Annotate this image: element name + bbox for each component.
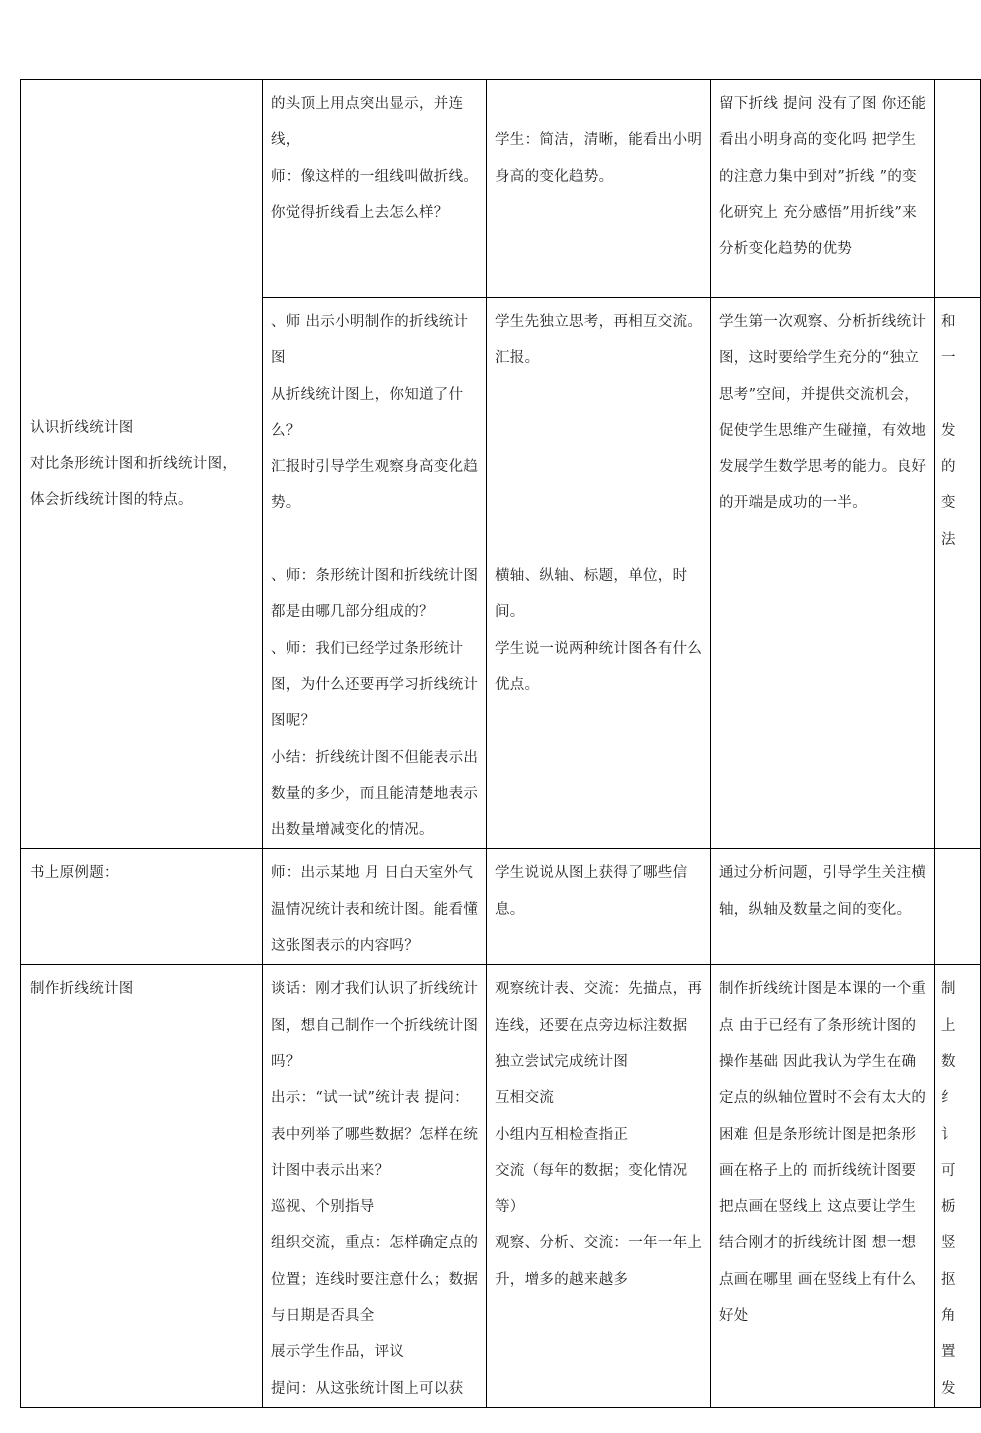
extra-text xyxy=(935,80,980,86)
extra-cell xyxy=(935,298,981,849)
student-text: 学生：简洁，清晰，能看出小明身高的变化趋势。 xyxy=(495,132,703,185)
lesson-plan-table xyxy=(20,79,981,1408)
student-text: 学生先独立思考，再相互交流。汇报。 横轴、纵轴、标题，单位，时间。 学生说一说两种统计图各有什么优点。 xyxy=(495,314,703,693)
extra-text xyxy=(935,849,980,855)
section-text: 制作折线统计图 xyxy=(30,981,134,998)
section-text: 书上原例题： xyxy=(30,865,119,882)
student-cell xyxy=(487,298,711,849)
teacher-cell xyxy=(263,849,487,965)
extra-cell xyxy=(935,849,981,965)
student-cell xyxy=(487,965,711,1408)
extra-cell xyxy=(935,965,981,1408)
section-text: 认识折线统计图 对比条形统计图和折线统计图， 体会折线统计图的特点。 xyxy=(30,419,238,509)
table-row xyxy=(21,80,981,298)
intent-text: 留下折线 提问 没有了图 你还能看出小明身高的变化吗 把学生的注意力集中到对”折线 ”的变化研究上 充分感悟”用折线”来分析变化趋势的优势 xyxy=(719,96,927,258)
table-row xyxy=(21,965,981,1408)
extra-text: 和 一 发 的 变 法 xyxy=(941,314,956,548)
student-cell xyxy=(487,80,711,298)
section-cell xyxy=(21,849,263,965)
intent-text: 学生第一次观察、分析折线统计图，这时要给学生充分的“独立思考”空间，并提供交流机会，促使学生思维产生碰撞，有效地发展学生数学思考的能力。良好的开端是成功的一半。 xyxy=(719,314,927,512)
intent-text: 通过分析问题，引导学生关注横轴，纵轴及数量之间的变化。 xyxy=(719,865,927,918)
teacher-text: 、师 出示小明制作的折线统计图 从折线统计图上，你知道了什么？ 汇报时引导学生观察身高变化趋势。 、师：条形统计图和折线统计图都是由哪几部分组成的？ 、师：我们已经学过条形统计图，为什么还要再学习折线统计图呢？ 小结：折线统计图不但能表示出数量的多少，而且能清楚地表示出数量增减变化的情况。 xyxy=(271,314,479,839)
student-text: 观察统计表、交流：先描点，再连线，还要在点旁边标注数据 独立尝试完成统计图 互相交流 小组内互相检查指正 交流（每年的数据；变化情况等） 观察、分析、交流：一年一年上升，增多的越来越多 xyxy=(495,981,703,1288)
intent-cell xyxy=(711,80,935,298)
teacher-cell xyxy=(263,298,487,849)
section-cell xyxy=(21,80,263,849)
intent-cell xyxy=(711,298,935,849)
teacher-cell xyxy=(263,80,487,298)
extra-cell xyxy=(935,80,981,298)
teacher-cell xyxy=(263,965,487,1408)
teacher-text: 谈话：刚才我们认识了折线统计图，想自己制作一个折线统计图吗？ 出示：“试一试”统计表 提问：表中列举了哪些数据？怎样在统计图中表示出来？ 巡视、个别指导 组织交流，重点：怎样确定点的位置；连线时要注意什么；数据与日期是否具全 展示学生作品，评议 提问：从这张统计图上可以获 xyxy=(271,981,479,1397)
intent-cell xyxy=(711,965,935,1408)
extra-text: 制 上 数 纟 讠 可 栃 竖 抠 角 置 发 xyxy=(941,981,956,1397)
teacher-text: 师：出示某地 月 日白天室外气温情况统计表和统计图。能看懂这张图表示的内容吗？ xyxy=(271,865,479,955)
intent-text: 制作折线统计图是本课的一个重点 由于已经有了条形统计图的操作基础 因此我认为学生在确定点的纵轴位置时不会有太大的困难 但是条形统计图是把条形画在格子上的 而折线统计图要把点画在竖线上 这点要让学生结合刚才的折线统计图 想一想 点画在哪里 画在竖线上有什么好处 xyxy=(719,981,927,1325)
table-row xyxy=(21,849,981,965)
section-cell xyxy=(21,965,263,1408)
teacher-text: 的头顶上用点突出显示，并连线， 师：像这样的一组线叫做折线。你觉得折线看上去怎么样？ xyxy=(271,96,479,221)
student-cell xyxy=(487,849,711,965)
student-text: 学生说说从图上获得了哪些信息。 xyxy=(495,865,688,918)
intent-cell xyxy=(711,849,935,965)
